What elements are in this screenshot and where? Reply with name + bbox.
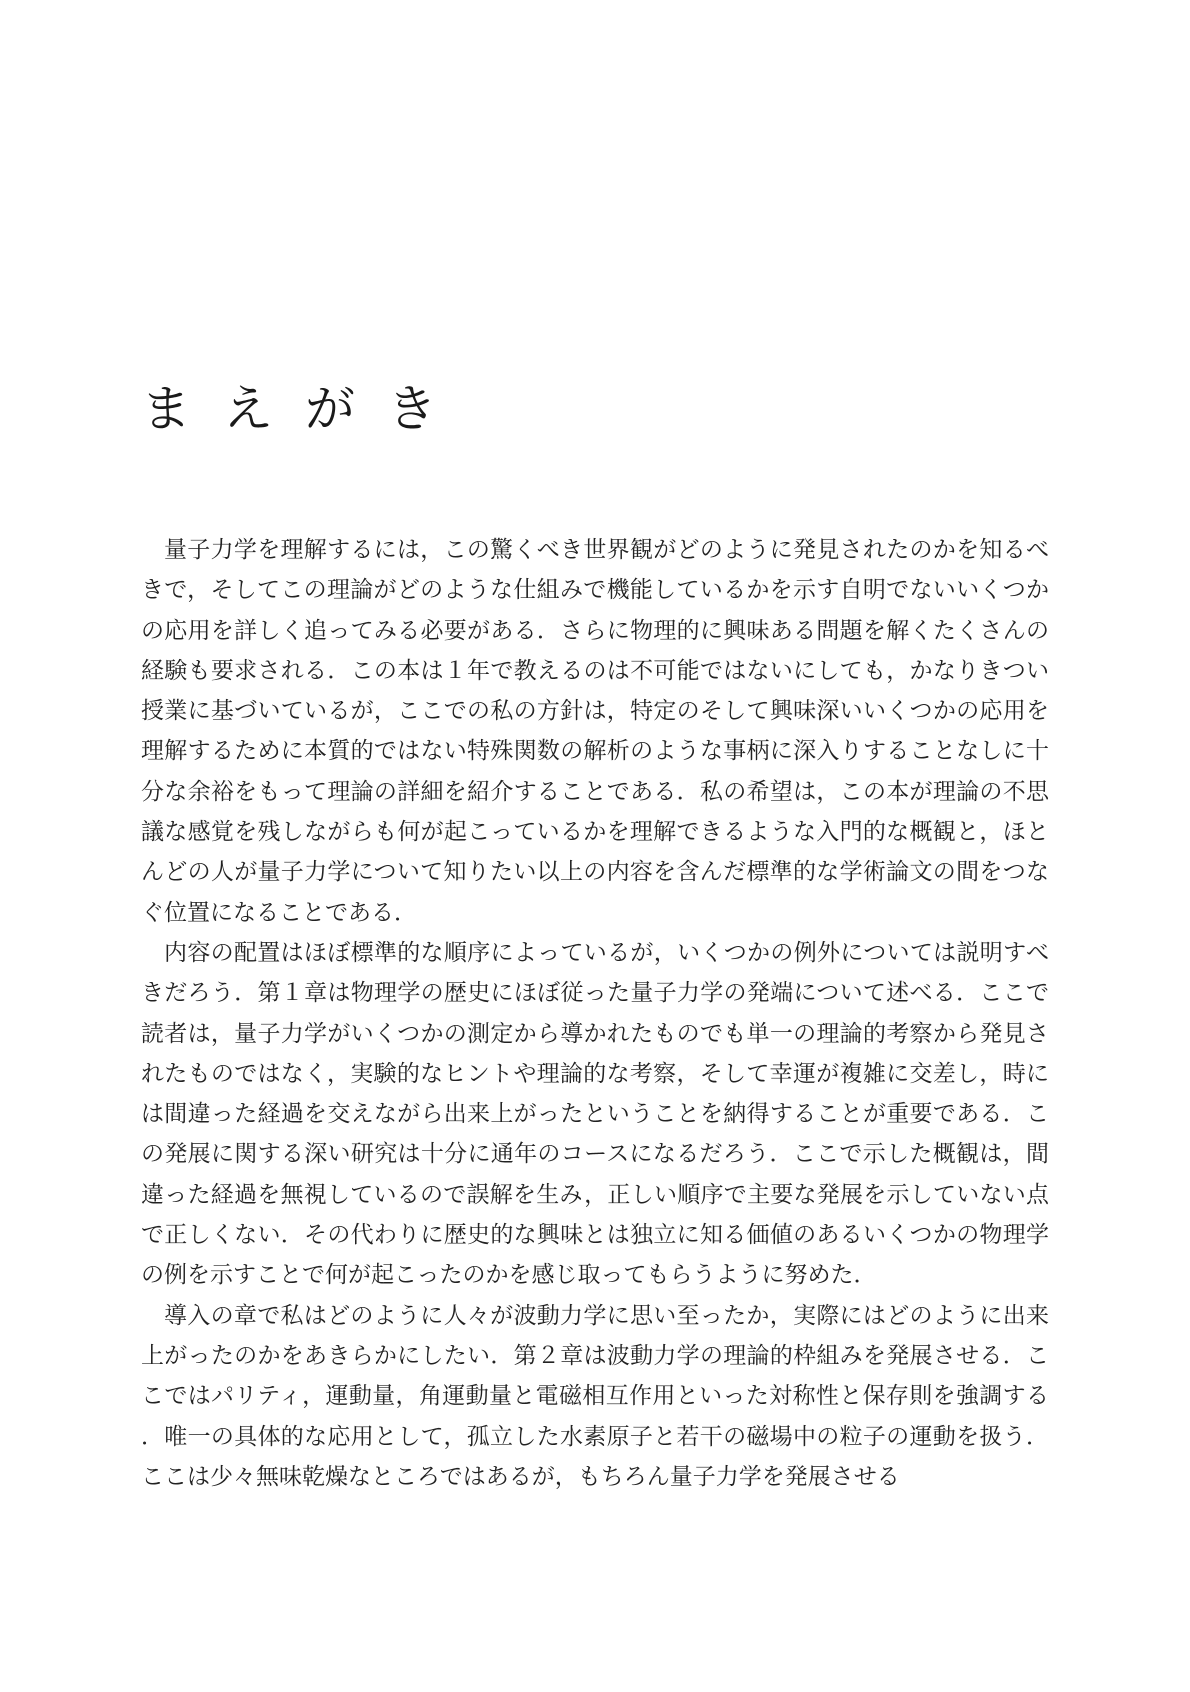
chapter-title: まえがき — [141, 379, 469, 438]
preface-body — [141, 530, 1049, 1497]
paragraph-1: 量子力学を理解するには，この驚くべき世界観がどのように発見されたのかを知るべきで，そしてこの理論がどのような仕組みで機能しているかを示す自明でないいくつかの応用を詳しく追ってみる必要がある．さらに物理的に興味ある問題を解くたくさんの経験も要求される．この本は１年で教えるのは不可能ではないにしても，かなりきつい授業に基づいているが，ここでの私の方針は，特定のそして興味深いいくつかの応用を理解するために本質的ではない特殊関数の解析のような事柄に深入りすることなしに十分な余裕をもって理論の詳細を紹介することである．私の希望は，この本が理論の不思議な感覚を残しながらも何が起こっているかを理解できるような入門的な概観と，ほとんどの人が量子力学について知りたい以上の内容を含んだ標準的な学術論文の間をつなぐ位置になることである． — [141, 537, 1050, 926]
paragraph-2: 内容の配置はほぼ標準的な順序によっているが，いくつかの例外については説明すべきだろう．第１章は物理学の歴史にほぼ従った量子力学の発端について述べる．ここで読者は，量子力学がいくつかの測定から導かれたものでも単一の理論的考察から発見されたものではなく，実験的なヒントや理論的な考察，そして幸運が複雑に交差し，時には間違った経過を交えながら出来上がったということを納得することが重要である．この発展に関する深い研究は十分に通年のコースになるだろう．ここで示した概観は，間違った経過を無視しているので誤解を生み，正しい順序で主要な発展を示していない点で正しくない．その代わりに歴史的な興味とは独立に知る価値のあるいくつかの物理学の例を示すことで何が起こったのかを感じ取ってもらうように努めた． — [141, 939, 1049, 1289]
paragraph-3: 導入の章で私はどのように人々が波動力学に思い至ったか，実際にはどのように出来上がったのかをあきらかにしたい．第２章は波動力学の理論的枠組みを発展させる．ここではパリティ，運動量，角運動量と電磁相互作用といった対称性と保存則を強調する．唯一の具体的な応用として，孤立した水素原子と若干の磁場中の粒子の運動を扱う．ここは少々無味乾燥なところではあるが，もちろん量子力学を発展させる — [141, 1302, 1049, 1490]
